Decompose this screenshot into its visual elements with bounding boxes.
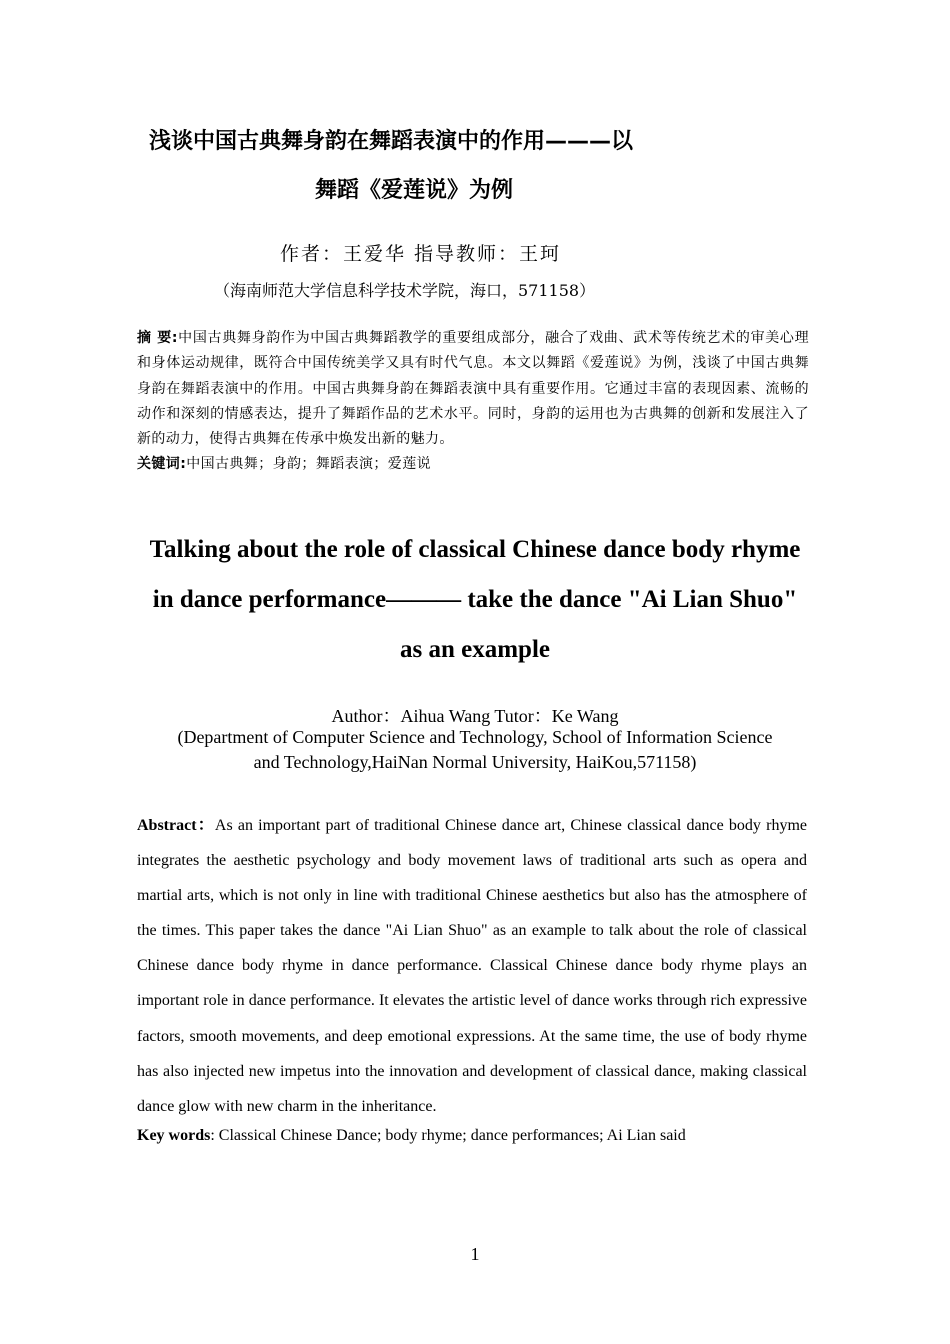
en-abstract-text: As an important part of traditional Chinese dance art, Chinese classical dance body rhyme integrates the aesthetic psychology and body movement laws of traditional arts such as opera and martial arts, which is not only in line with traditional Chinese aesthetics but also has the atmosphere of the times. This paper takes the dance "Ai Lian Shuo" as an example to talk about the role of classical Chinese dance body rhyme in dance performance. Classical Chinese dance body rhyme plays an important role in dance performance. It elevates the artistic level of dance works through rich expressive factors, smooth movements, and deep emotional expressions. At the same time, the use of body rhyme has also injected new impetus into the innovation and development of classical dance, making classical dance glow with new charm in the inheritance. xyxy=(137,817,807,1115)
en-title-line3: as an example xyxy=(400,636,550,663)
cn-keywords-label: 关键词: xyxy=(137,456,187,473)
cn-affiliation: （海南师范大学信息科学技术学院，海口，571158） xyxy=(214,281,596,300)
en-author-line: Author：Aihua Wang Tutor：Ke Wang xyxy=(331,706,619,726)
cn-author-line: 作者：王爱华 指导教师：王珂 xyxy=(280,243,562,265)
en-affiliation-line1: (Department of Computer Science and Technology, School of Information Science xyxy=(177,727,773,747)
cn-abstract-label: 摘 要: xyxy=(137,330,178,346)
en-abstract-label: Abstract： xyxy=(137,817,215,834)
en-keywords xyxy=(137,1127,686,1145)
en-abstract xyxy=(137,808,807,1124)
en-keywords-label: Key words xyxy=(137,1127,211,1144)
cn-title-line2: 舞蹈《爱莲说》为例 xyxy=(315,178,514,203)
cn-abstract xyxy=(137,326,809,478)
en-title-line1: Talking about the role of classical Chinese dance body rhyme xyxy=(149,536,801,563)
cn-title-line1: 浅谈中国古典舞身韵在舞蹈表演中的作用———以 xyxy=(149,129,634,154)
en-affiliation-line2: and Technology,HaiNan Normal University, HaiKou,571158) xyxy=(253,752,697,772)
en-keywords-text: : Classical Chinese Dance; body rhyme; dance performances; Ai Lian said xyxy=(210,1127,686,1144)
page-number: 1 xyxy=(470,1244,480,1264)
cn-abstract-text: 中国古典舞身韵作为中国古典舞蹈教学的重要组成部分，融合了戏曲、武术等传统艺术的审美心理和身体运动规律，既符合中国传统美学又具有时代气息。本文以舞蹈《爱莲说》为例，浅谈了中国古典舞身韵在舞蹈表演中的作用。中国古典舞身韵在舞蹈表演中具有重要作用。它通过丰富的表现因素、流畅的动作和深刻的情感表达，提升了舞蹈作品的艺术水平。同时，身韵的运用也为古典舞的创新和发展注入了新的动力，使得古典舞在传承中焕发出新的魅力。 xyxy=(137,330,809,448)
cn-keywords-text: 中国古典舞；身韵；舞蹈表演；爱莲说 xyxy=(186,456,432,473)
en-title-line2: in dance performance——— take the dance "Ai Lian Shuo" xyxy=(152,586,798,613)
